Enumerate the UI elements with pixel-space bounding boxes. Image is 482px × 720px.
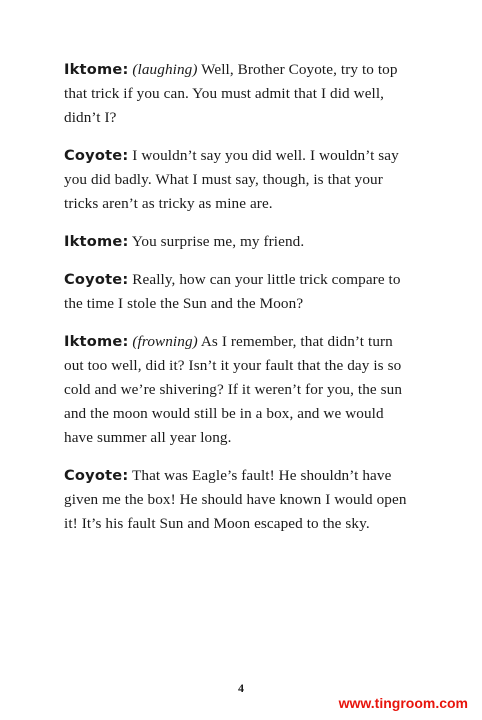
speaker-name: Iktome: — [64, 233, 129, 250]
speaker-name: Coyote: — [64, 271, 129, 288]
speaker-name: Coyote: — [64, 467, 129, 484]
speaker-name: Iktome: — [64, 61, 129, 78]
dialogue-text: I wouldn’t say you did well. I wouldn’t say you did badly. What I must say, though, is that your tricks aren’t as tricky as mine are. — [64, 147, 399, 212]
speaker-name: Coyote: — [64, 147, 129, 164]
speaker-name: Iktome: — [64, 333, 129, 350]
dialogue-line — [64, 330, 416, 450]
dialogue-line — [64, 268, 416, 316]
dialogue-text: As I remember, that didn’t turn out too well, did it? Isn’t it your fault that the day is so cold and we’re shivering? If it weren’t for you, the sun and the moon would still be in a box, and we would have summer all year long. — [64, 333, 403, 446]
dialogue-line — [64, 230, 416, 254]
dialogue-text: That was Eagle’s fault! He shouldn’t have given me the box! He should have known I would open it! It’s his fault Sun and Moon escaped to the sky. — [64, 467, 407, 532]
dialogue-page — [64, 58, 416, 550]
dialogue-line — [64, 58, 416, 130]
dialogue-text: Really, how can your little trick compare to the time I stole the Sun and the Moon? — [64, 271, 401, 312]
dialogue-text: You surprise me, my friend. — [131, 233, 305, 250]
dialogue-line — [64, 144, 416, 216]
stage-direction: (frowning) — [132, 333, 198, 350]
watermark-text: www.tingroom.com — [338, 695, 468, 711]
page-number: 4 — [238, 681, 244, 695]
dialogue-text: Well, Brother Coyote, try to top that trick if you can. You must admit that I did well, didn’t I? — [64, 61, 398, 126]
stage-direction: (laughing) — [132, 61, 198, 78]
dialogue-line — [64, 464, 416, 536]
